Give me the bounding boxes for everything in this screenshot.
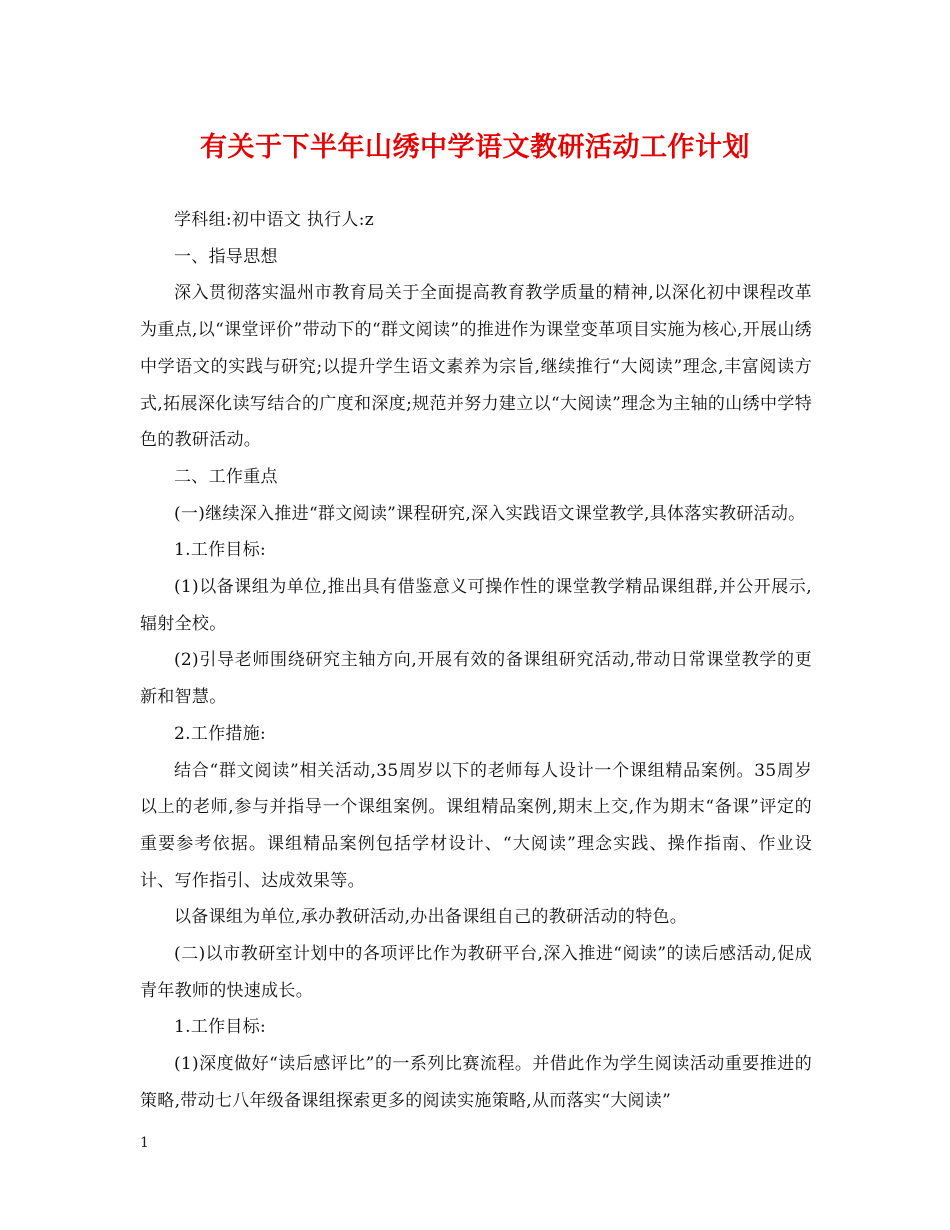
page-number: 1 <box>140 1135 149 1151</box>
subheading-work-goals: 1.工作目标: <box>174 540 267 561</box>
paragraph-focus-two: (二)以市教研室计划中的各项评比作为教研平台,深入推进“阅读”的读后感活动,促成青年教师的快速成长。 <box>140 944 812 1001</box>
paragraph-focus-one: (一)继续深入推进“群文阅读”课程研究,深入实践语文课堂教学,具体落实教研活动。 <box>174 503 806 524</box>
paragraph-goal-reading-review: (1)深度做好“读后感评比”的一系列比赛流程。并借此作为学生阅读活动重要推进的策略,带动七八年级备课组探索更多的阅读实施策略,从而落实“大阅读” <box>140 1054 812 1111</box>
paragraph-goal-two: (2)引导老师围绕研究主轴方向,开展有效的备课组研究活动,带动日常课堂教学的更新和智慧。 <box>140 650 812 708</box>
subheading-work-measures: 2.工作措施: <box>174 723 267 744</box>
subheading-work-goals-two: 1.工作目标: <box>174 1017 267 1038</box>
paragraph-guiding-thought: 深入贯彻落实温州市教育局关于全面提高教育教学质量的精神,以深化初中课程改革为重点,以“课堂评价”带动下的“群文阅读”的推进作为课堂变革项目实施为核心,开展山绣中学语文的实践与研究;以提升学生语文素养为宗旨,继续推行“大阅读”理念,丰富阅读方式,拓展深化读写结合的广度和深度;规范并努力建立以“大阅读”理念为主轴的山绣中学特色的教研活动。 <box>140 283 812 451</box>
paragraph-goal-one: (1)以备课组为单位,推出具有借鉴意义可操作性的课堂教学精品课组群,并公开展示,辐射全校。 <box>140 577 812 634</box>
document-body <box>140 202 812 1120</box>
paragraph-prep-group-activities: 以备课组为单位,承办教研活动,办出备课组自己的教研活动的特色。 <box>174 907 688 928</box>
document-title: 有关于下半年山绣中学语文教研活动工作计划 <box>200 132 750 163</box>
paragraph-measures: 结合“群文阅读”相关活动,35周岁以下的老师每人设计一个课组精品案例。35周岁以上的老师,参与并指导一个课组案例。课组精品案例,期末上交,作为期末“备课”评定的重要参考依据。课组精品案例包括学材设计、“大阅读”理念实践、操作指南、作业设计、写作指引、达成效果等。 <box>140 760 812 891</box>
section-heading-guiding-thought: 一、指导思想 <box>174 246 278 267</box>
paragraph-subject-group: 学科组:初中语文 执行人:z <box>174 210 375 230</box>
section-heading-work-focus: 二、工作重点 <box>174 466 278 487</box>
